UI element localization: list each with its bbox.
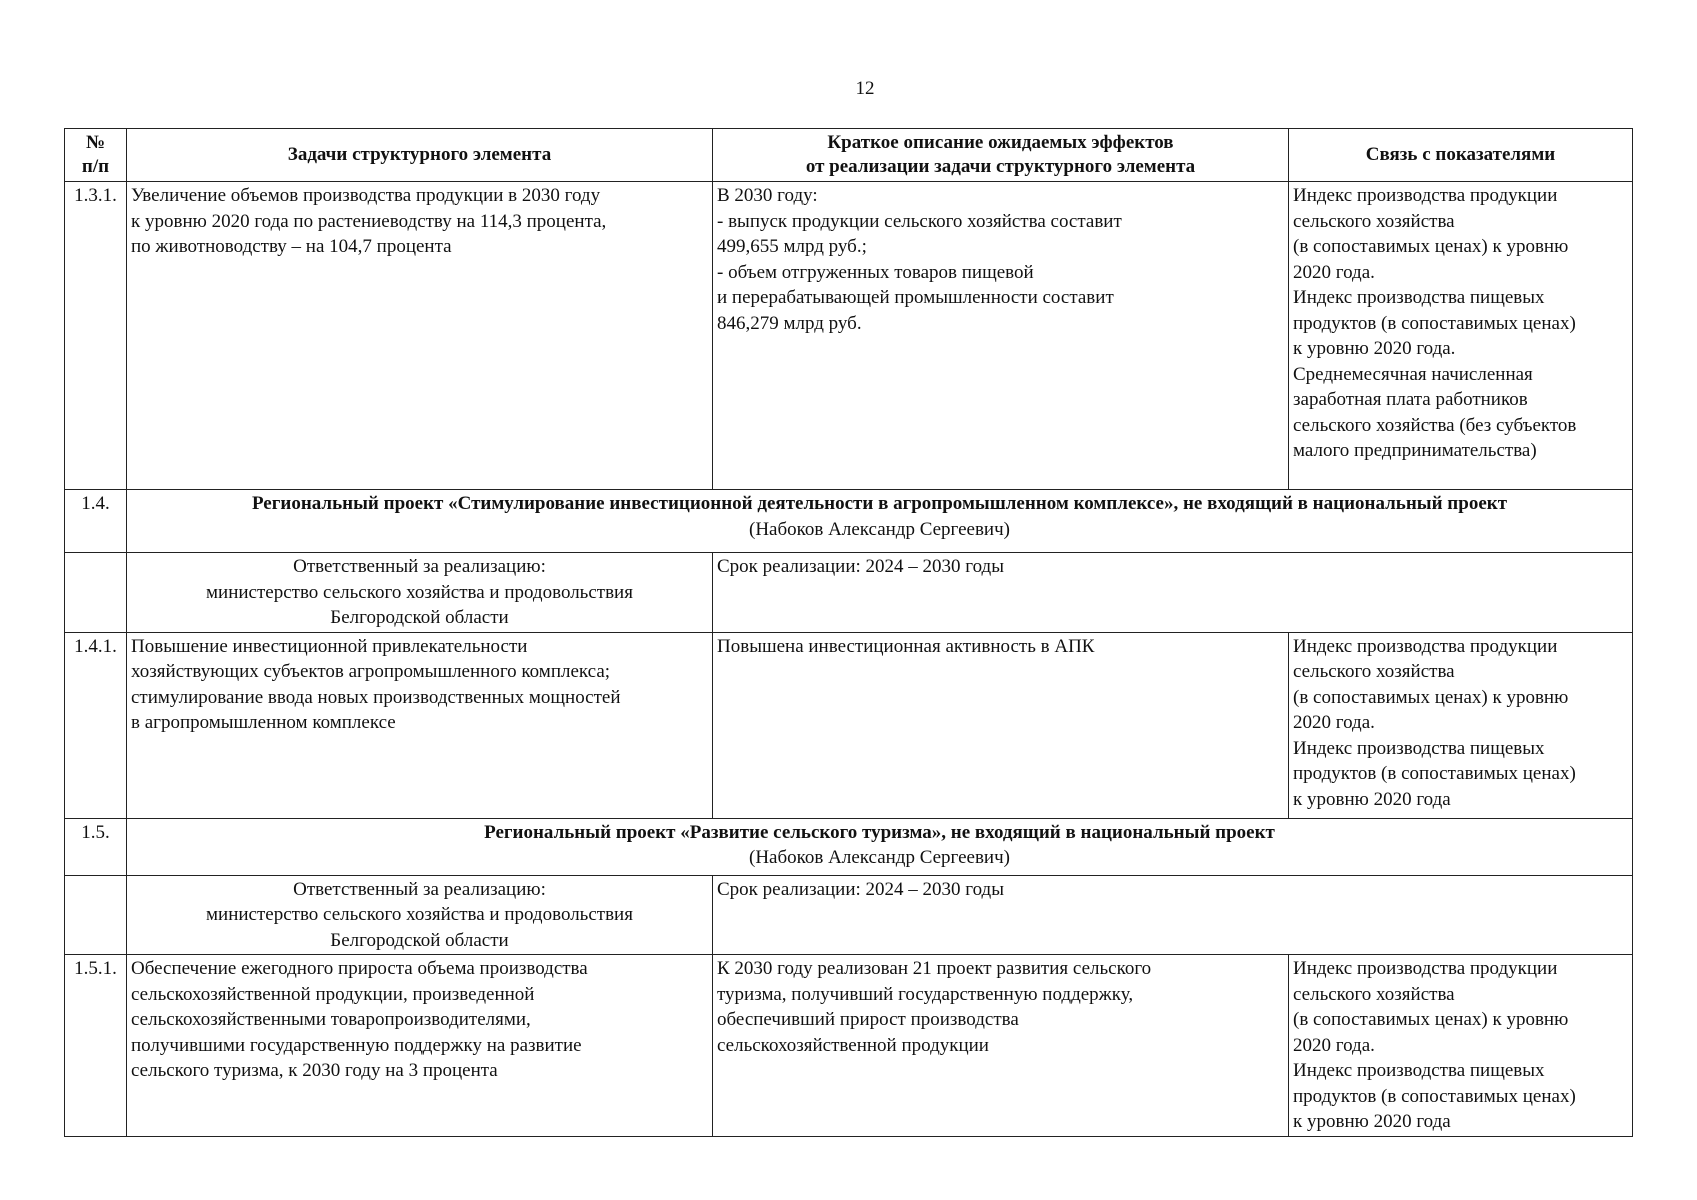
row-number: 1.5. xyxy=(65,818,127,875)
task-line: Увеличение объемов производства продукции в 2030 году xyxy=(131,185,601,206)
empty-num-cell xyxy=(65,875,127,955)
indicators-cell xyxy=(1289,182,1633,490)
table-header-row xyxy=(65,129,1633,182)
task-line: по животноводству – на 104,7 процента xyxy=(131,236,452,257)
effect-line: сельскохозяйственной продукции xyxy=(717,1034,989,1056)
indicator-line: сельского хозяйства xyxy=(1293,983,1455,1005)
effect-line: К 2030 году реализован 21 проект развития сельского xyxy=(717,958,1152,979)
effect-line: В 2030 году: xyxy=(717,185,818,206)
project-title: Региональный проект «Стимулирование инвестиционной деятельности в агропромышленном комплексе», не входящий в национальный проект xyxy=(251,493,1508,514)
task-line: в агропромышленном комплексе xyxy=(131,712,396,733)
task-cell xyxy=(127,955,713,1137)
indicator-line: 2020 года. xyxy=(1293,261,1375,283)
project-person: (Набоков Александр Сергеевич) xyxy=(749,847,1010,868)
row-number: 1.4. xyxy=(65,490,127,553)
effect-line: - объем отгруженных товаров пищевой xyxy=(717,261,1034,283)
term-cell: Срок реализации: 2024 – 2030 годы xyxy=(713,553,1633,633)
effect-line: и перерабатывающей промышленности составит xyxy=(717,287,1114,308)
row-number: 1.5.1. xyxy=(65,955,127,1137)
indicator-line: (в сопоставимых ценах) к уровню xyxy=(1293,236,1569,257)
indicators-cell xyxy=(1289,955,1633,1137)
indicator-line: к уровню 2020 года. xyxy=(1293,338,1456,359)
row-number: 1.3.1. xyxy=(65,182,127,490)
header-num-line: п/п xyxy=(81,156,110,177)
indicator-line: к уровню 2020 года xyxy=(1293,1111,1451,1132)
indicator-line: к уровню 2020 года xyxy=(1293,788,1451,810)
table-row xyxy=(65,632,1633,818)
project-title-cell xyxy=(127,818,1633,875)
effect-line: обеспечивший прирост производства xyxy=(717,1009,1019,1030)
indicator-line: (в сопоставимых ценах) к уровню xyxy=(1293,686,1569,708)
indicator-line: сельского хозяйства (без субъектов xyxy=(1293,414,1577,436)
task-line: Обеспечение ежегодного прироста объема производства xyxy=(131,958,588,979)
task-cell xyxy=(127,632,713,818)
responsible-row xyxy=(65,553,1633,633)
indicator-line: 2020 года. xyxy=(1293,712,1375,733)
indicator-line: Индекс производства продукции xyxy=(1293,958,1558,979)
empty-num-cell xyxy=(65,553,127,633)
indicator-line: (в сопоставимых ценах) к уровню xyxy=(1293,1009,1569,1030)
responsible-line: Ответственный за реализацию: xyxy=(293,878,546,900)
header-num xyxy=(65,129,127,182)
responsible-line: министерство сельского хозяйства и продовольствия xyxy=(206,581,633,603)
indicator-line: заработная плата работников xyxy=(1293,389,1528,410)
responsible-row xyxy=(65,875,1633,955)
indicator-line: Индекс производства продукции xyxy=(1293,185,1558,206)
project-row xyxy=(65,490,1633,553)
task-line: получившими государственную поддержку на развитие xyxy=(131,1034,582,1056)
indicator-line: 2020 года. xyxy=(1293,1034,1375,1056)
header-indicators: Связь с показателями xyxy=(1289,129,1633,182)
effect-line: - выпуск продукции сельского хозяйства составит xyxy=(717,210,1122,232)
table-row xyxy=(65,955,1633,1137)
indicator-line: Индекс производства пищевых xyxy=(1293,287,1545,308)
indicator-line: продуктов (в сопоставимых ценах) xyxy=(1293,1085,1576,1107)
table-row xyxy=(65,182,1633,490)
measures-table xyxy=(64,128,1633,1137)
effect-cell xyxy=(713,632,1289,818)
project-row xyxy=(65,818,1633,875)
responsible-cell xyxy=(127,553,713,633)
indicator-line: малого предпринимательства) xyxy=(1293,440,1537,461)
responsible-line: министерство сельского хозяйства и продовольствия xyxy=(206,904,633,925)
responsible-line: Ответственный за реализацию: xyxy=(293,556,546,577)
indicator-line: продуктов (в сопоставимых ценах) xyxy=(1293,763,1576,784)
responsible-cell xyxy=(127,875,713,955)
task-line: сельскохозяйственной продукции, произведенной xyxy=(131,983,535,1005)
indicator-line: Индекс производства продукции xyxy=(1293,635,1558,657)
project-person: (Набоков Александр Сергеевич) xyxy=(749,518,1010,540)
header-effects-line: от реализации задачи структурного элемента xyxy=(805,156,1196,177)
row-number: 1.4.1. xyxy=(65,632,127,818)
responsible-line: Белгородской области xyxy=(330,607,509,628)
effect-line: туризма, получивший государственную поддержку, xyxy=(717,983,1134,1005)
indicator-line: сельского хозяйства xyxy=(1293,210,1455,232)
task-line: к уровню 2020 года по растениеводству на 114,3 процента, xyxy=(131,210,607,232)
indicators-cell xyxy=(1289,632,1633,818)
effect-line: 846,279 млрд руб. xyxy=(717,312,862,334)
indicator-line: сельского хозяйства xyxy=(1293,661,1455,682)
effect-line: Повышена инвестиционная активность в АПК xyxy=(717,635,1095,657)
effect-cell xyxy=(713,955,1289,1137)
task-line: Повышение инвестиционной привлекательности xyxy=(131,635,528,657)
task-line: сельского туризма, к 2030 году на 3 процента xyxy=(131,1060,498,1081)
effect-line: 499,655 млрд руб.; xyxy=(717,236,867,257)
indicator-line: Индекс производства пищевых xyxy=(1293,737,1545,759)
indicator-line: продуктов (в сопоставимых ценах) xyxy=(1293,312,1576,334)
task-line: стимулирование ввода новых производственных мощностей xyxy=(131,686,621,708)
task-cell xyxy=(127,182,713,490)
header-num-line: № xyxy=(85,132,106,153)
header-effects-line: Краткое описание ожидаемых эффектов xyxy=(827,132,1174,153)
task-line: хозяйствующих субъектов агропромышленного комплекса; xyxy=(131,661,611,682)
header-tasks: Задачи структурного элемента xyxy=(127,129,713,182)
task-line: сельскохозяйственными товаропроизводителями, xyxy=(131,1009,531,1030)
indicator-line: Индекс производства пищевых xyxy=(1293,1060,1545,1081)
header-effects xyxy=(713,129,1289,182)
effect-cell xyxy=(713,182,1289,490)
project-title: Региональный проект «Развитие сельского туризма», не входящий в национальный проект xyxy=(484,821,1275,843)
project-title-cell xyxy=(127,490,1633,553)
responsible-line: Белгородской области xyxy=(330,929,509,951)
indicator-line: Среднемесячная начисленная xyxy=(1293,363,1533,385)
page-number: 12 xyxy=(855,78,875,99)
term-cell: Срок реализации: 2024 – 2030 годы xyxy=(713,875,1633,955)
